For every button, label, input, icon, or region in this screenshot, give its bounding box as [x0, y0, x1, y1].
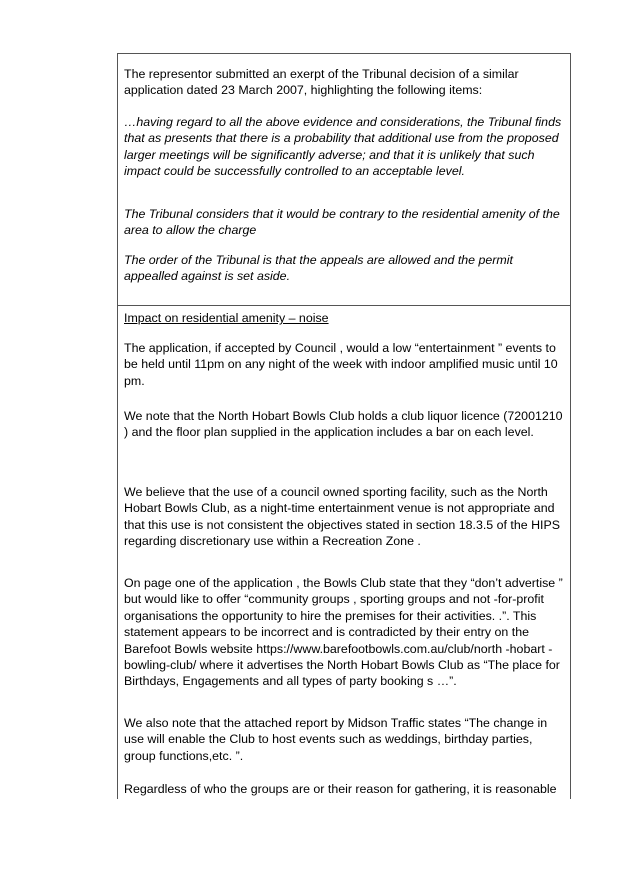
tribunal-intro-paragraph: The representor submitted an exerpt of the Tribunal decision of a similar application dated 23 March 2007, highlighting the following items:: [124, 67, 519, 98]
noise-paragraph-midson-traffic: We also note that the attached report by Midson Traffic states “The change in use will enable the Club to host events such as weddings, birthday parties, group functions,etc. ”.: [124, 716, 548, 763]
noise-paragraph-advertising: On page one of the application , the Bowls Club state that they “don’t advertise ” but would like to offer “community groups , sporting groups and not -for-profit organisations the opportunity to hire the premises for their activities. .”. This statement appears to be incorrect and is contradicted by their entry on the Barefoot Bowls website https://www.barefootbowls.com.au/club/north -hobart -bowling-club/ where it advertises the North Hobart Bowls Club as “The place for Birthdays, Engagements and all types of party booking s …”.: [124, 576, 563, 689]
noise-section-heading: Impact on residential amenity – noise: [124, 311, 329, 325]
tribunal-quote-order: The order of the Tribunal is that the appeals are allowed and the permit appealled against is set aside.: [124, 253, 513, 284]
tribunal-section-cell: [117, 53, 571, 306]
noise-section-cell: [117, 305, 571, 799]
tribunal-quote-findings: …having regard to all the above evidence and considerations, the Tribunal finds that as presents that there is a probability that additional use from the proposed larger meetings will be significantly adverse; and that it is unlikely that such impact could be successfully controlled to an acceptable level.: [124, 115, 562, 179]
noise-paragraph-council-facility: We believe that the use of a council owned sporting facility, such as the North Hobart Bowls Club, as a night-time entertainment venue is not appropriate and that this use is not consistent the objectives stated in section 18.3.5 of the HIPS regarding discretionary use within a Recreation Zone .: [124, 485, 560, 549]
noise-paragraph-entertainment: The application, if accepted by Council , would a low “entertainment ” events to be held until 11pm on any night of the week with indoor amplified music until 10 pm.: [124, 341, 558, 388]
tribunal-quote-amenity: The Tribunal considers that it would be contrary to the residential amenity of the area to allow the charge: [124, 207, 560, 238]
noise-paragraph-liquor-licence: We note that the North Hobart Bowls Club holds a club liquor licence (72001210 ) and the floor plan supplied in the application includes a bar on each level.: [124, 409, 563, 440]
noise-paragraph-regardless: Regardless of who the groups are or their reason for gathering, it is reasonable: [124, 782, 557, 796]
